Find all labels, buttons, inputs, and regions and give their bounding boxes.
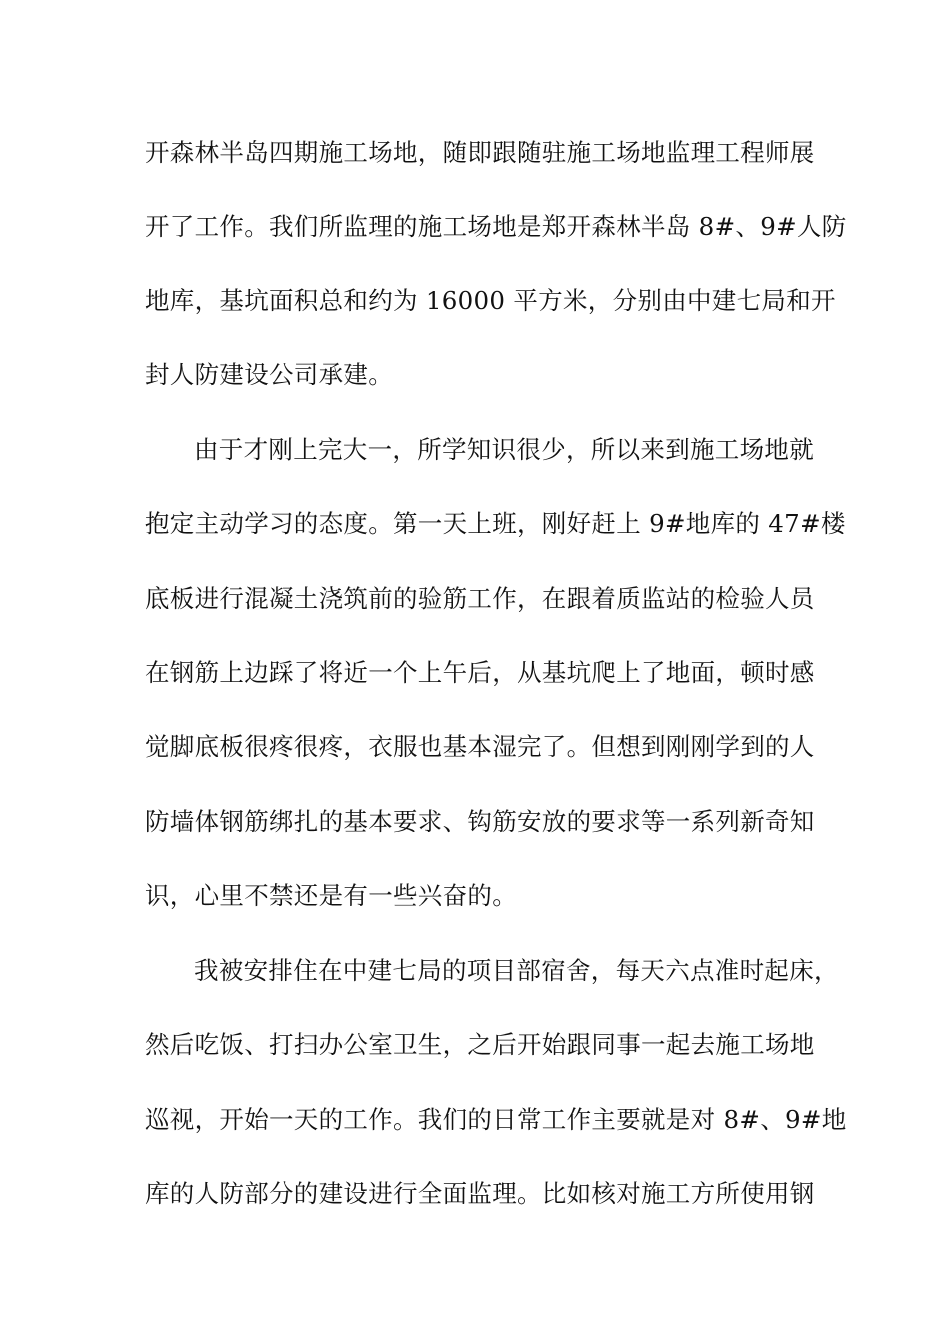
paragraph-first-line: 由于才刚上完大一，所学知识很少，所以来到施工场地就	[194, 435, 814, 464]
text-line: 抱定主动学习的态度。第一天上班，刚好赶上 9#地库的 47#楼	[145, 509, 846, 538]
text-line: 封人防建设公司承建。	[145, 360, 393, 389]
text-line: 开森林半岛四期施工场地，随即跟随驻施工场地监理工程师展	[145, 138, 815, 167]
text-line: 地库，基坑面积总和约为 16000 平方米，分别由中建七局和开	[145, 286, 836, 315]
text-line: 识，心里不禁还是有一些兴奋的。	[145, 881, 517, 910]
text-line: 开了工作。我们所监理的施工场地是郑开森林半岛 8#、9#人防	[145, 212, 847, 241]
text-line: 然后吃饭、打扫办公室卫生，之后开始跟同事一起去施工场地	[145, 1030, 815, 1059]
text-line: 在钢筋上边踩了将近一个上午后，从基坑爬上了地面，顿时感	[145, 658, 815, 687]
text-line: 巡视，开始一天的工作。我们的日常工作主要就是对 8#、9#地	[145, 1105, 847, 1134]
text-line: 觉脚底板很疼很疼，衣服也基本湿完了。但想到刚刚学到的人	[145, 732, 815, 761]
text-line: 防墙体钢筋绑扎的基本要求、钩筋安放的要求等一系列新奇知	[145, 807, 815, 836]
text-line: 库的人防部分的建设进行全面监理。比如核对施工方所使用钢	[145, 1179, 815, 1208]
text-line: 底板进行混凝土浇筑前的验筋工作，在跟着质监站的检验人员	[145, 584, 815, 613]
paragraph-first-line: 我被安排住在中建七局的项目部宿舍，每天六点准时起床，	[194, 956, 839, 985]
